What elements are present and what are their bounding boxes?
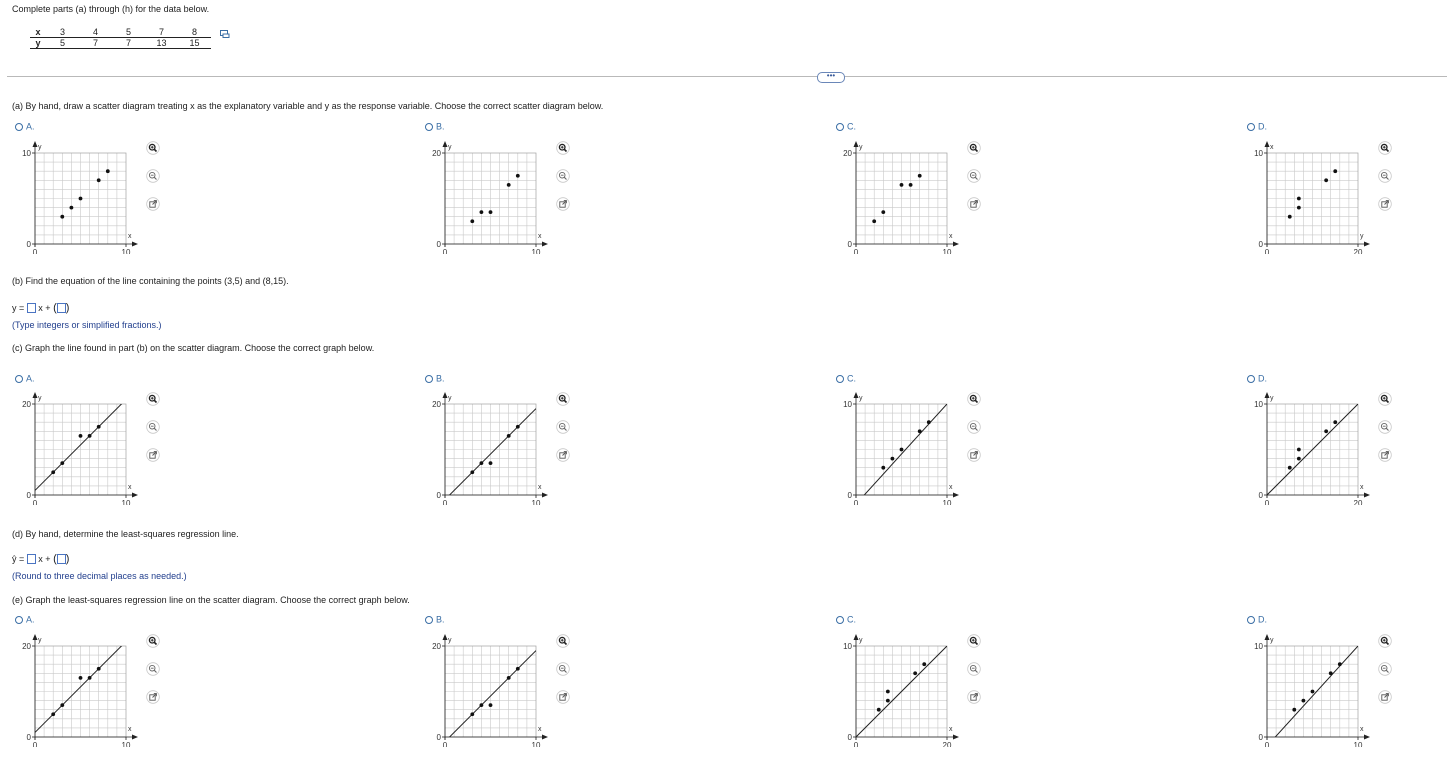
y-tick-label: 0 — [436, 240, 441, 249]
data-point — [1297, 457, 1301, 461]
option-e-b[interactable] — [425, 614, 445, 625]
y-axis-label: y — [859, 144, 863, 151]
x-tick-label: 0 — [32, 248, 38, 254]
part-c-question: (c) Graph the line found in part (b) on the scatter diagram. Choose the correct graph below. — [12, 343, 375, 353]
x-axis-label: x — [949, 233, 953, 240]
x-tick-label: 10 — [121, 499, 131, 505]
data-point — [70, 206, 74, 210]
data-point — [79, 676, 83, 680]
option-c-c[interactable] — [836, 373, 856, 384]
data-point — [489, 210, 493, 214]
x-tick-label: 0 — [32, 741, 38, 747]
y-tick-label: 0 — [847, 240, 852, 249]
zoom-in-icon[interactable] — [1378, 141, 1392, 155]
data-point — [97, 667, 101, 671]
option-letter: A. — [26, 121, 35, 132]
radio-button[interactable] — [836, 375, 844, 383]
x-axis-label: x — [1360, 484, 1364, 491]
x-axis-arrow — [1364, 242, 1370, 247]
x-axis-label: x — [949, 726, 953, 733]
data-point — [97, 425, 101, 429]
zoom-in-icon[interactable] — [146, 392, 160, 406]
y-axis-label: y — [1270, 395, 1274, 402]
scatter-plot-c-C — [833, 391, 963, 505]
y-tick-label: 10 — [1254, 400, 1263, 409]
x-tick-label: 10 — [531, 499, 541, 505]
zoom-out-icon[interactable] — [967, 662, 981, 676]
table-header-y: y — [30, 38, 46, 49]
x-axis-label: x — [128, 484, 132, 491]
y-tick-label: 10 — [22, 149, 31, 158]
x-tick-label: 0 — [853, 499, 859, 505]
y-axis-arrow — [443, 141, 448, 147]
y-axis-arrow — [33, 634, 38, 640]
y-axis-label: x — [1270, 144, 1274, 151]
y-axis-arrow — [33, 141, 38, 147]
option-letter: D. — [1258, 614, 1267, 625]
x-axis-arrow — [953, 493, 959, 498]
open-paren: ( — [53, 302, 57, 314]
x-tick-label: 10 — [121, 248, 131, 254]
x-tick-label: 10 — [942, 499, 952, 505]
data-point — [1333, 420, 1337, 424]
zoom-in-icon[interactable] — [1378, 392, 1392, 406]
open-in-new-window-icon[interactable] — [967, 197, 981, 211]
intercept-input[interactable] — [57, 303, 66, 313]
option-e-d[interactable] — [1247, 614, 1267, 625]
radio-button[interactable] — [15, 123, 23, 131]
zoom-out-icon[interactable] — [1378, 420, 1392, 434]
open-in-new-window-icon[interactable] — [146, 690, 160, 704]
data-point — [1329, 671, 1333, 675]
data-point — [106, 169, 110, 173]
y-tick-label: 0 — [1258, 491, 1263, 500]
grid — [445, 404, 536, 495]
option-letter: A. — [26, 614, 35, 625]
option-letter: C. — [847, 121, 856, 132]
scatter-plot-e-B — [422, 633, 552, 747]
x-axis-arrow — [542, 242, 548, 247]
y-axis-label: y — [859, 395, 863, 402]
x-axis-label: x — [538, 484, 542, 491]
x-tick-label: 10 — [121, 741, 131, 747]
data-point — [1333, 169, 1337, 173]
data-table — [30, 27, 211, 49]
x-tick-label: 0 — [442, 248, 448, 254]
data-point — [872, 219, 876, 223]
open-in-new-window-icon[interactable] — [1378, 448, 1392, 462]
zoom-in-icon[interactable] — [967, 141, 981, 155]
table-cell: 7 — [79, 38, 112, 49]
x-axis-arrow — [1364, 735, 1370, 740]
y-tick-label: 0 — [26, 240, 31, 249]
section-divider — [7, 76, 1447, 77]
part-a-question: (a) By hand, draw a scatter diagram treating x as the explanatory variable and y as the response variable. Choose the correct scatter diagram below. — [12, 101, 604, 111]
open-in-new-window-icon[interactable] — [1378, 690, 1392, 704]
option-e-a[interactable] — [15, 614, 35, 625]
data-point — [922, 662, 926, 666]
data-point — [88, 434, 92, 438]
x-axis-label: x — [538, 726, 542, 733]
zoom-out-icon[interactable] — [1378, 169, 1392, 183]
x-axis-arrow — [1364, 493, 1370, 498]
x-tick-label: 0 — [32, 499, 38, 505]
data-point — [480, 703, 484, 707]
x-tick-label: 10 — [531, 248, 541, 254]
data-point — [60, 215, 64, 219]
data-point — [886, 699, 890, 703]
y-tick-label: 20 — [22, 400, 31, 409]
data-point — [1324, 178, 1328, 182]
radio-button[interactable] — [425, 375, 433, 383]
data-point — [60, 703, 64, 707]
slope-input[interactable] — [27, 554, 36, 564]
x-axis-label: x — [128, 726, 132, 733]
data-point — [79, 434, 83, 438]
data-point — [470, 712, 474, 716]
data-point — [1288, 215, 1292, 219]
open-in-new-window-icon[interactable] — [146, 197, 160, 211]
y-axis-arrow — [1265, 634, 1270, 640]
option-a-c[interactable] — [836, 121, 856, 132]
radio-button[interactable] — [15, 616, 23, 624]
x-axis-arrow — [132, 493, 138, 498]
scatter-plot-e-C — [833, 633, 963, 747]
part-b-question: (b) Find the equation of the line containing the points (3,5) and (8,15). — [12, 276, 289, 286]
y-axis-arrow — [854, 392, 859, 398]
zoom-in-icon[interactable] — [556, 392, 570, 406]
table-cell: 5 — [112, 27, 145, 38]
data-point — [1297, 197, 1301, 201]
y-tick-label: 0 — [436, 733, 441, 742]
data-point — [489, 703, 493, 707]
expand-more-button[interactable]: ••• — [817, 72, 845, 83]
y-axis-arrow — [443, 392, 448, 398]
option-letter: B. — [436, 373, 445, 384]
data-point — [507, 183, 511, 187]
x-tick-label: 20 — [1353, 499, 1363, 505]
data-point — [1297, 206, 1301, 210]
x-tick-label: 0 — [442, 499, 448, 505]
data-point — [927, 420, 931, 424]
zoom-out-icon[interactable] — [146, 420, 160, 434]
x-tick-label: 10 — [1353, 741, 1363, 747]
data-point — [480, 461, 484, 465]
option-a-a[interactable] — [15, 121, 35, 132]
part-d-hint: (Round to three decimal places as needed.) — [12, 571, 187, 581]
zoom-out-icon[interactable] — [1378, 662, 1392, 676]
x-axis-arrow — [132, 735, 138, 740]
grid — [856, 153, 947, 244]
y-axis-label: y — [38, 395, 42, 402]
y-tick-label: 20 — [432, 400, 441, 409]
radio-button[interactable] — [836, 616, 844, 624]
option-letter: B. — [436, 121, 445, 132]
table-row-y — [30, 38, 211, 49]
option-letter: C. — [847, 373, 856, 384]
data-point — [51, 712, 55, 716]
data-point — [877, 708, 881, 712]
data-point — [79, 197, 83, 201]
zoom-out-icon[interactable] — [146, 169, 160, 183]
option-c-d[interactable] — [1247, 373, 1267, 384]
table-cell: 5 — [46, 38, 79, 49]
table-cell: 7 — [145, 27, 178, 38]
grid — [1267, 153, 1358, 244]
data-point — [97, 178, 101, 182]
scatter-plot-a-A — [12, 140, 142, 254]
option-letter: D. — [1258, 373, 1267, 384]
data-point — [470, 219, 474, 223]
y-tick-label: 0 — [1258, 733, 1263, 742]
zoom-in-icon[interactable] — [967, 634, 981, 648]
open-in-new-window-icon[interactable] — [967, 690, 981, 704]
option-a-b[interactable] — [425, 121, 445, 132]
open-in-new-window-icon[interactable] — [967, 448, 981, 462]
option-c-a[interactable] — [15, 373, 35, 384]
x-tick-label: 20 — [942, 741, 952, 747]
data-point — [881, 210, 885, 214]
table-cell: 3 — [46, 27, 79, 38]
grid — [35, 404, 126, 495]
y-tick-label: 10 — [1254, 642, 1263, 651]
x-tick-label: 0 — [853, 741, 859, 747]
data-point — [1288, 466, 1292, 470]
data-point — [1302, 699, 1306, 703]
x-axis-label: x — [538, 233, 542, 240]
zoom-in-icon[interactable] — [146, 634, 160, 648]
option-letter: A. — [26, 373, 35, 384]
scatter-plot-a-B — [422, 140, 552, 254]
data-point — [480, 210, 484, 214]
part-b-hint: (Type integers or simplified fractions.) — [12, 320, 162, 330]
zoom-in-icon[interactable] — [967, 392, 981, 406]
part-e-question: (e) Graph the least-squares regression line on the scatter diagram. Choose the correct graph below. — [12, 595, 410, 605]
zoom-in-icon[interactable] — [146, 141, 160, 155]
data-point — [909, 183, 913, 187]
zoom-out-icon[interactable] — [556, 662, 570, 676]
radio-button[interactable] — [425, 123, 433, 131]
y-axis-label: y — [448, 395, 452, 402]
radio-button[interactable] — [1247, 123, 1255, 131]
data-point — [1338, 662, 1342, 666]
y-tick-label: 20 — [22, 642, 31, 651]
eq-prefix: y = — [12, 303, 25, 313]
open-in-new-window-icon[interactable] — [1378, 197, 1392, 211]
radio-button[interactable] — [836, 123, 844, 131]
table-cell: 4 — [79, 27, 112, 38]
y-tick-label: 10 — [843, 400, 852, 409]
part-d-equation — [12, 553, 69, 565]
y-tick-label: 0 — [26, 733, 31, 742]
grid — [445, 153, 536, 244]
y-axis-label: y — [448, 637, 452, 644]
close-paren: ) — [65, 553, 70, 565]
y-tick-label: 20 — [432, 642, 441, 651]
slope-input[interactable] — [27, 303, 36, 313]
data-point — [918, 174, 922, 178]
data-point — [886, 690, 890, 694]
data-point — [1311, 690, 1315, 694]
y-axis-arrow — [1265, 141, 1270, 147]
radio-button[interactable] — [15, 375, 23, 383]
part-b-equation — [12, 302, 69, 314]
y-axis-arrow — [1265, 392, 1270, 398]
option-c-b[interactable] — [425, 373, 445, 384]
data-point — [489, 461, 493, 465]
y-tick-label: 10 — [843, 642, 852, 651]
zoom-out-icon[interactable] — [967, 169, 981, 183]
zoom-out-icon[interactable] — [146, 662, 160, 676]
data-point — [516, 667, 520, 671]
data-point — [900, 448, 904, 452]
scatter-plot-c-A — [12, 391, 142, 505]
x-tick-label: 0 — [442, 741, 448, 747]
option-a-d[interactable] — [1247, 121, 1267, 132]
y-tick-label: 20 — [843, 149, 852, 158]
data-point — [1292, 708, 1296, 712]
x-axis-label: x — [128, 233, 132, 240]
y-axis-label: y — [859, 637, 863, 644]
scatter-plot-e-D — [1244, 633, 1374, 747]
data-point — [516, 425, 520, 429]
zoom-in-icon[interactable] — [556, 634, 570, 648]
copy-data-icon[interactable] — [220, 30, 230, 38]
x-tick-label: 10 — [942, 248, 952, 254]
x-axis-arrow — [132, 242, 138, 247]
x-tick-label: 0 — [1264, 248, 1270, 254]
data-point — [60, 461, 64, 465]
instructions: Complete parts (a) through (h) for the data below. — [12, 4, 210, 14]
grid — [445, 646, 536, 737]
zoom-out-icon[interactable] — [556, 420, 570, 434]
eq-mid: x + — [38, 303, 51, 313]
x-axis-label: x — [949, 484, 953, 491]
part-d-question: (d) By hand, determine the least-squares regression line. — [12, 529, 239, 539]
data-point — [507, 434, 511, 438]
x-tick-label: 10 — [531, 741, 541, 747]
x-axis-arrow — [953, 242, 959, 247]
scatter-plot-a-C — [833, 140, 963, 254]
y-tick-label: 0 — [1258, 240, 1263, 249]
data-point — [507, 676, 511, 680]
table-cell: 13 — [145, 38, 178, 49]
data-point — [88, 676, 92, 680]
x-axis-arrow — [542, 735, 548, 740]
data-point — [913, 671, 917, 675]
x-tick-label: 0 — [1264, 499, 1270, 505]
open-paren: ( — [53, 553, 57, 565]
open-in-new-window-icon[interactable] — [146, 448, 160, 462]
table-header-x: x — [30, 27, 46, 38]
scatter-plot-e-A — [12, 633, 142, 747]
x-tick-label: 0 — [853, 248, 859, 254]
intercept-input[interactable] — [57, 554, 66, 564]
data-point — [1297, 448, 1301, 452]
data-point — [1324, 429, 1328, 433]
y-axis-label: y — [38, 637, 42, 644]
x-axis-label: y — [1360, 233, 1364, 240]
data-point — [516, 174, 520, 178]
open-in-new-window-icon[interactable] — [556, 448, 570, 462]
zoom-in-icon[interactable] — [556, 141, 570, 155]
eq-prefix: ŷ = — [12, 554, 25, 564]
option-letter: C. — [847, 614, 856, 625]
data-point — [918, 429, 922, 433]
table-cell: 15 — [178, 38, 211, 49]
y-axis-label: y — [1270, 637, 1274, 644]
x-axis-arrow — [953, 735, 959, 740]
y-tick-label: 10 — [1254, 149, 1263, 158]
eq-mid: x + — [38, 554, 51, 564]
option-letter: D. — [1258, 121, 1267, 132]
y-tick-label: 0 — [26, 491, 31, 500]
scatter-plot-a-D — [1244, 140, 1374, 254]
scatter-plot-c-B — [422, 391, 552, 505]
close-paren: ) — [65, 302, 70, 314]
grid — [35, 646, 126, 737]
radio-button[interactable] — [425, 616, 433, 624]
y-tick-label: 0 — [847, 733, 852, 742]
data-point — [881, 466, 885, 470]
table-cell: 8 — [178, 27, 211, 38]
x-axis-arrow — [542, 493, 548, 498]
scatter-plot-c-D — [1244, 391, 1374, 505]
zoom-out-icon[interactable] — [556, 169, 570, 183]
y-axis-label: y — [448, 144, 452, 151]
data-point — [891, 457, 895, 461]
y-tick-label: 0 — [847, 491, 852, 500]
x-tick-label: 0 — [1264, 741, 1270, 747]
radio-button[interactable] — [1247, 375, 1255, 383]
data-point — [900, 183, 904, 187]
x-tick-label: 20 — [1353, 248, 1363, 254]
x-axis-label: x — [1360, 726, 1364, 733]
data-point — [51, 470, 55, 474]
table-row-x — [30, 27, 211, 38]
table-cell: 7 — [112, 38, 145, 49]
y-tick-label: 20 — [432, 149, 441, 158]
option-e-c[interactable] — [836, 614, 856, 625]
zoom-in-icon[interactable] — [1378, 634, 1392, 648]
y-axis-label: y — [38, 144, 42, 151]
y-axis-arrow — [443, 634, 448, 640]
open-in-new-window-icon[interactable] — [556, 197, 570, 211]
open-in-new-window-icon[interactable] — [556, 690, 570, 704]
y-tick-label: 0 — [436, 491, 441, 500]
option-letter: B. — [436, 614, 445, 625]
zoom-out-icon[interactable] — [967, 420, 981, 434]
data-point — [470, 470, 474, 474]
y-axis-arrow — [33, 392, 38, 398]
y-axis-arrow — [854, 141, 859, 147]
radio-button[interactable] — [1247, 616, 1255, 624]
y-axis-arrow — [854, 634, 859, 640]
